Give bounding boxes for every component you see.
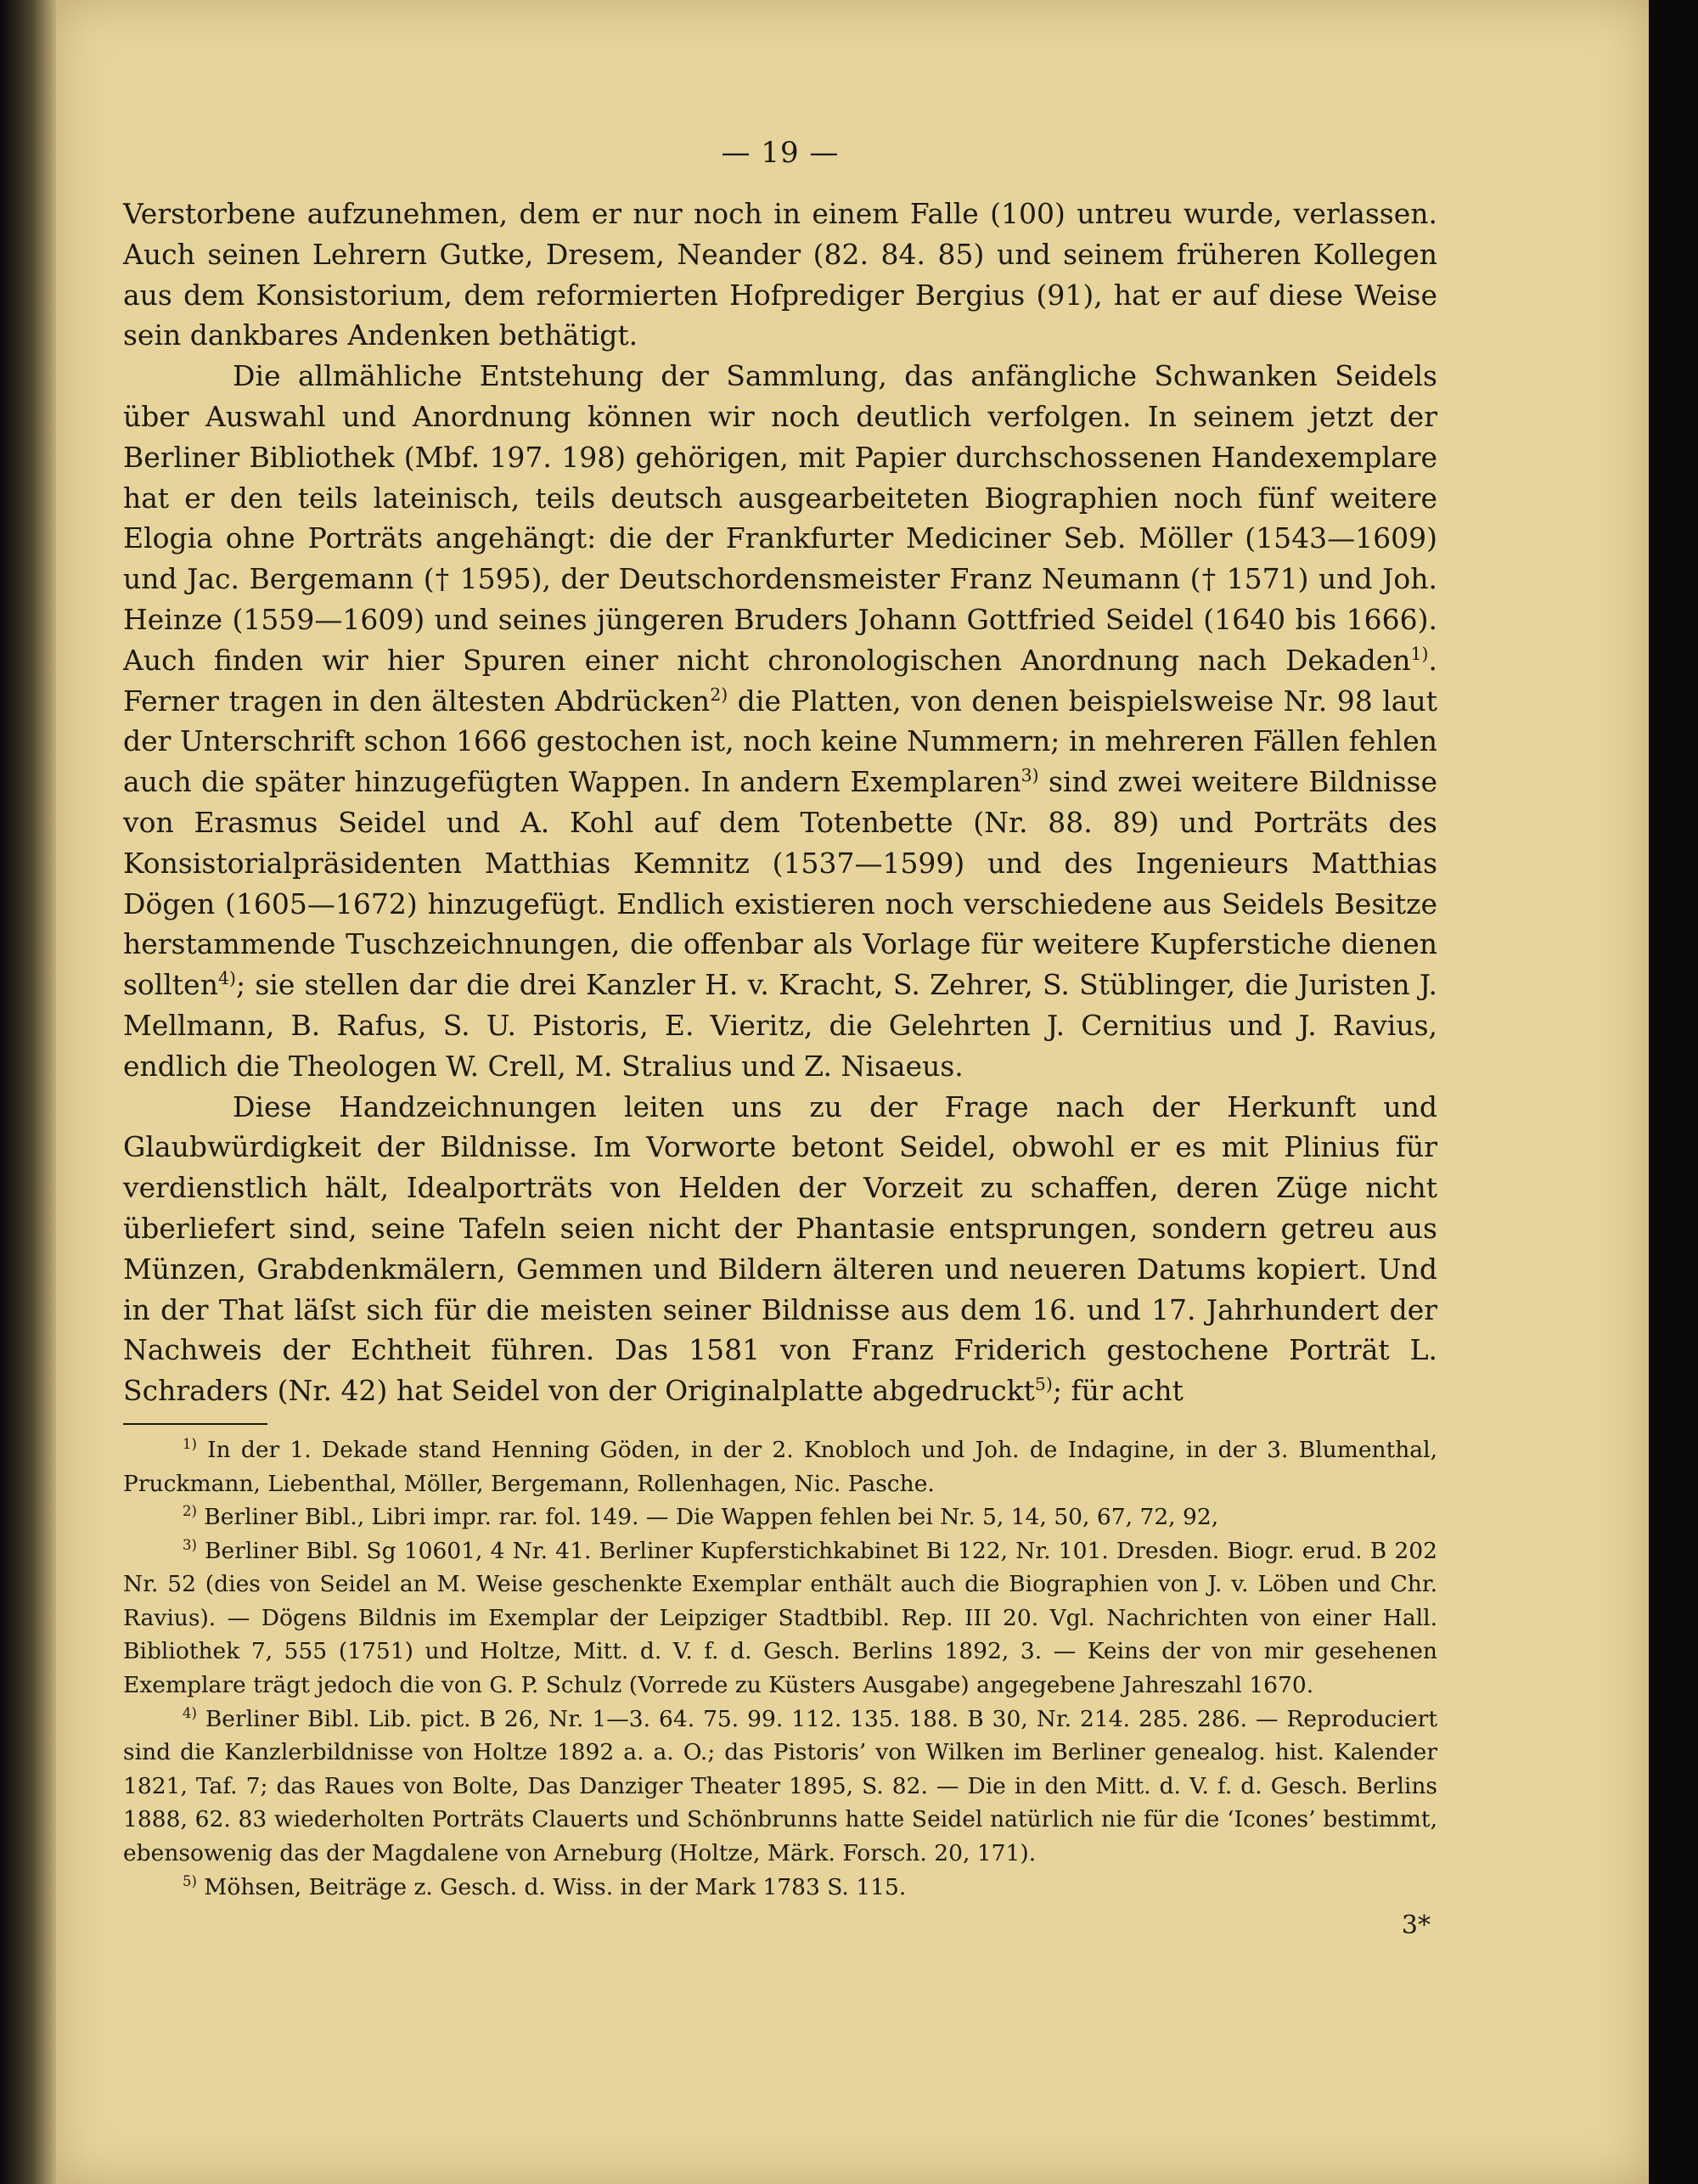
- footnote-mark: 1): [183, 1436, 197, 1453]
- footnote: [123, 1500, 1437, 1534]
- footnote-reference: 4): [217, 968, 236, 989]
- footnote-reference: 1): [1410, 643, 1429, 664]
- footnote-text: In der 1. Dekade stand Henning Göden, in der 2. Knobloch und Joh. de Indagine, in der 3. Blumenthal, Pruckmann, Liebenthal, Möller, Bergemann, Rollenhagen, Nic. Pasche.: [123, 1436, 1437, 1497]
- footnote-reference: 2): [710, 684, 728, 705]
- text-run: Verstorbene aufzunehmen, dem er nur noch in einem Falle (100) untreu wurde, verlassen. Auch seinen Lehrern Gutke, Dresem, Neander (82. 84. 85) und seinem früheren Kollegen aus dem Konsistorium, dem reformierten Hofprediger Bergius (91), hat er auf diese Weise sein dankbares Andenken bethätigt.: [123, 197, 1437, 352]
- scan-left-edge: [0, 0, 56, 2184]
- paragraph: [123, 356, 1437, 1086]
- footnote: [123, 1534, 1437, 1703]
- footnote-mark: 5): [183, 1872, 197, 1889]
- footnote-text: Berliner Bibl. Sg 10601, 4 Nr. 41. Berliner Kupferstichkabinet Bi 122, Nr. 101. Dresden. Biogr. erud. B 202 Nr. 52 (dies von Seidel an M. Weise geschenkte Exemplar enthält auch die Biographien von J. v. Löben und Chr. Ravius). — Dögens Bildnis im Exemplar der Leipziger Stadtbibl. Rep. III 20. Vgl. Nachrichten von einer Hall. Bibliothek 7, 555 (1751) und Holtze, Mitt. d. V. f. d. Gesch. Berlins 1892, 3. — Keins der von mir gesehenen Exemplare trägt jedoch die von G. P. Schulz (Vorrede zu Küsters Ausgabe) angegebene Jahreszahl 1670.: [123, 1537, 1437, 1699]
- footnote: [123, 1703, 1437, 1871]
- text-run: Diese Handzeichnungen leiten uns zu der Frage nach der Herkunft und Glaubwürdigkeit der Bildnisse. Im Vorworte betont Seidel, obwohl er es mit Plinius für verdienstlich hält, Idealporträts von Helden der Vorzeit zu schaffen, deren Züge nicht überliefert sind, seine Tafeln seien nicht der Phantasie entsprungen, sondern getreu aus Münzen, Grabdenkmälern, Gemmen und Bildern älteren und neueren Datums kopiert. Und in der That läſst sich für die meisten seiner Bildnisse aus dem 16. und 17. Jahrhundert der Nachweis der Echtheit führen. Das 1581 von Franz Friderich gestochene Porträt L. Schraders (Nr. 42) hat Seidel von der Originalplatte abgedruckt: [123, 1089, 1437, 1408]
- page-number: — 19 —: [721, 136, 840, 170]
- footnote-mark: 4): [183, 1704, 197, 1721]
- footnote-text: Berliner Bibl., Libri impr. rar. fol. 149. — Die Wappen fehlen bei Nr. 5, 14, 50, 67, 72, 92,: [196, 1504, 1219, 1531]
- footnote-text: Möhsen, Beiträge z. Gesch. d. Wiss. in der Mark 1783 S. 115.: [196, 1873, 907, 1900]
- footnote-separator: [123, 1423, 267, 1425]
- footnote: [123, 1433, 1437, 1500]
- text-run: die Platten, von denen beispielsweise Nr. 98 laut der Unterschrift schon 1666 gestochen ist, noch keine Nummern; in mehreren Fällen fehlen auch die später hinzugefügten Wappen. In andern Exemplaren: [123, 684, 1437, 799]
- signature-mark: 3*: [1401, 1911, 1431, 1941]
- text-run: . Ferner tragen in den ältesten Abdrücken: [123, 643, 1437, 718]
- footnote-text: Berliner Bibl. Lib. pict. B 26, Nr. 1—3. 64. 75. 99. 112. 135. 188. B 30, Nr. 214. 285. 286. — Reproduciert sind die Kanzlerbildnisse von Holtze 1892 a. a. O.; das Pistoris’ von Wilken im Berliner genealog. hist. Kalender 1821, Taf. 7; das Raues von Bolte, Das Danziger Theater 1895, S. 82. — Die in den Mitt. d. V. f. d. Gesch. Berlins 1888, 62. 83 wiederholten Porträts Clauerts und Schönbrunns hatte Seidel natürlich nie für die ‘Icones’ bestimmt, ebensowenig das der Magdalene von Arneburg (Holtze, Märk. Forsch. 20, 171).: [123, 1705, 1437, 1867]
- text-run: Die allmähliche Entstehung der Sammlung, das anfängliche Schwanken Seidels über Auswahl und Anordnung können wir noch deutlich verfolgen. In seinem jetzt der Berliner Bibliothek (Mbf. 197. 198) gehörigen, mit Papier durchschossenen Handexemplare hat er den teils lateinisch, teils deutsch ausgearbeiteten Biographien noch fünf weitere Elogia ohne Porträts angehängt: die der Frankfurter Mediciner Seb. Möller (1543—1609) und Jac. Bergemann († 1595), der Deutschordensmeister Franz Neumann († 1571) und Joh. Heinze (1559—1609) und seines jüngeren Bruders Johann Gottfried Seidel (1640 bis 1666). Auch finden wir hier Spuren einer nicht chronologischen Anordnung nach Dekaden: [123, 359, 1437, 677]
- page-content: [123, 136, 1437, 1940]
- footnotes: [123, 1433, 1437, 1904]
- paragraph: [123, 1087, 1437, 1411]
- footnote-reference: 3): [1020, 765, 1039, 786]
- text-run: sind zwei weitere Bildnisse von Erasmus Seidel und A. Kohl auf dem Totenbette (Nr. 88. 89) und Porträts des Konsistorialpräsidenten Matthias Kemnitz (1537—1599) und des Ingenieurs Matthias Dögen (1605—1672) hinzugefügt. Endlich existieren noch verschiedene aus Seidels Besitze herstammende Tuschzeichnungen, die offenbar als Vorlage für weitere Kupferstiche dienen sollten: [123, 765, 1437, 1002]
- text-run: ; sie stellen dar die drei Kanzler H. v. Kracht, S. Zehrer, S. Stüblinger, die Juristen J. Mellmann, B. Rafus, S. U. Pistoris, E. Vieritz, die Gelehrten J. Cernitius und J. Ravius, endlich die Theologen W. Crell, M. Stralius und Z. Nisaeus.: [123, 968, 1437, 1083]
- footnote-mark: 3): [183, 1536, 197, 1553]
- text-run: ; für acht: [1052, 1374, 1184, 1408]
- main-text: [123, 194, 1437, 1411]
- paragraph: [123, 194, 1437, 356]
- footnote: [123, 1871, 1437, 1905]
- footnote-reference: 5): [1034, 1374, 1053, 1395]
- footnote-mark: 2): [183, 1503, 197, 1520]
- scan-right-edge: [1649, 0, 1698, 2184]
